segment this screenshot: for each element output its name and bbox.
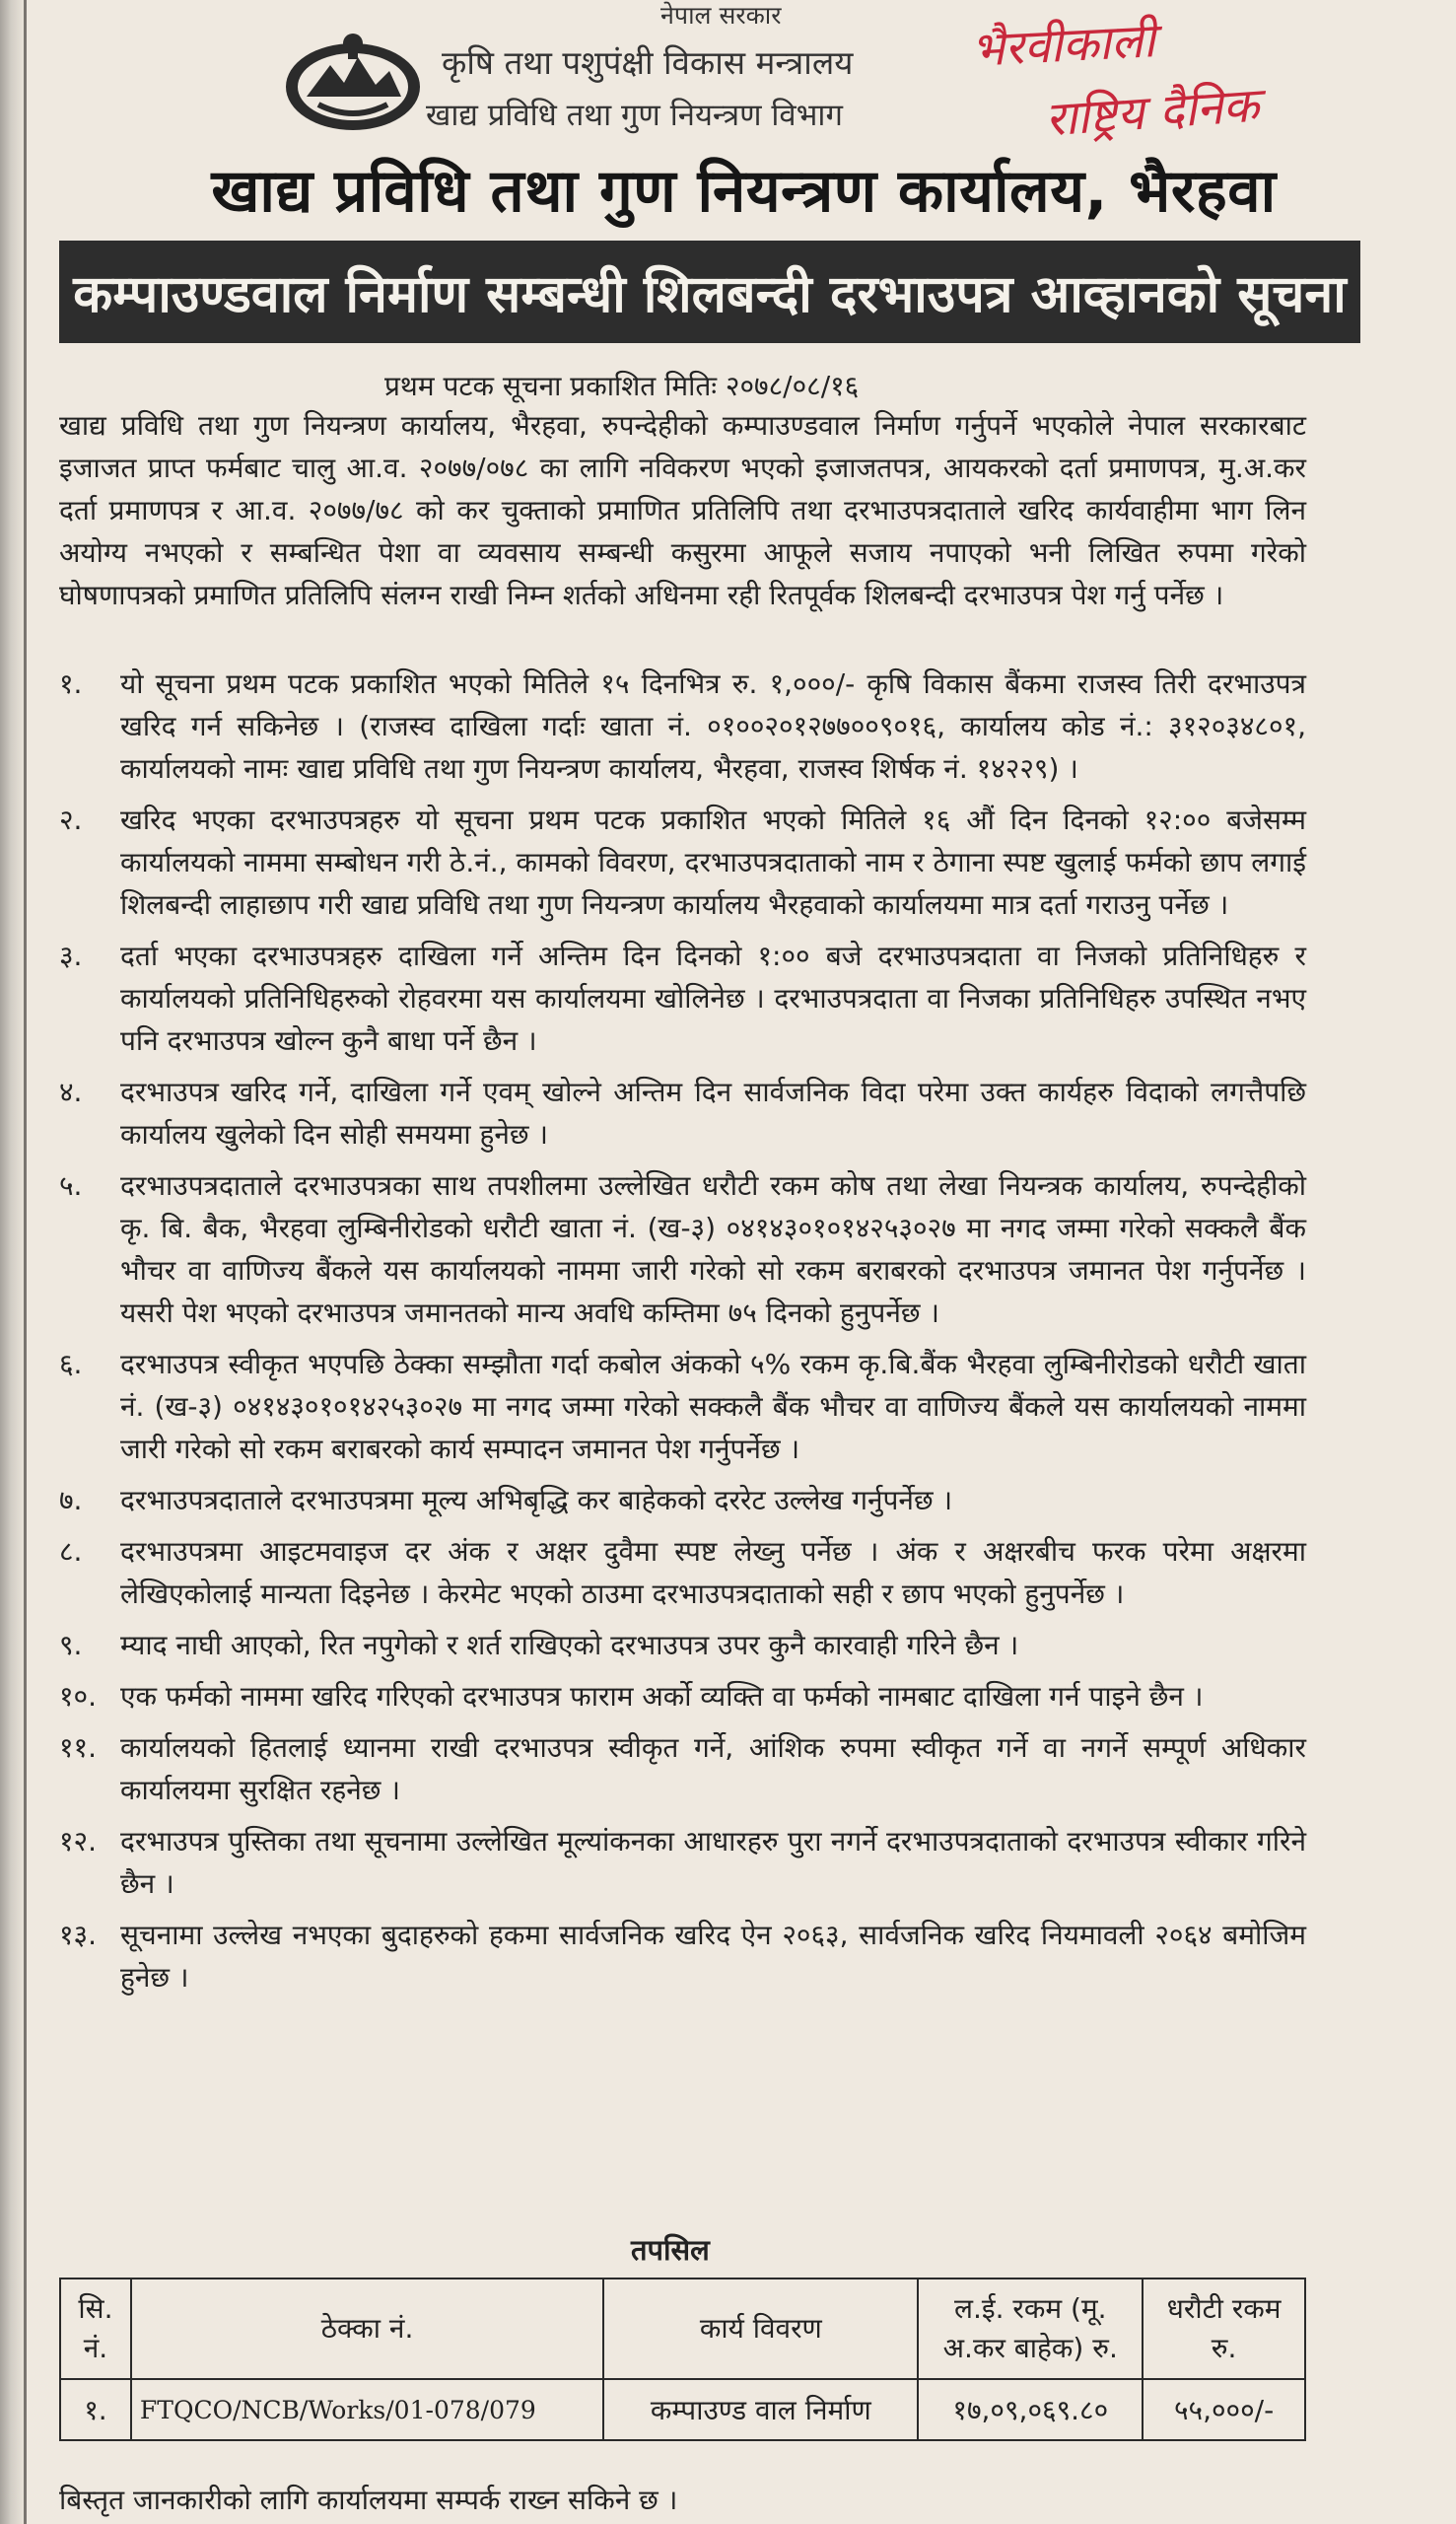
condition-item [59, 799, 1306, 926]
cell-work-description: कम्पाउण्ड वाल निर्माण [603, 2379, 918, 2440]
notice-title: कम्पाउण्डवाल निर्माण सम्बन्धी शिलबन्दी दरभाउपत्र आव्हानको सूचना [73, 264, 1347, 324]
condition-text: दरभाउपत्रमा आइटमवाइज दर अंक र अक्षर दुवैमा स्पष्ट लेख्नु पर्नेछ । अंक र अक्षरबीच फरक परेमा अक्षरमा लेखिएकोलाई मान्यता दिइनेछ । केरमेट भएको ठाउमा दरभाउपत्रदाताको सही र छाप भएको हुनुपर्नेछ । [120, 1535, 1306, 1610]
condition-number: १२. [59, 1825, 98, 1858]
condition-text: म्याद नाघी आएको, रित नपुगेको र शर्त राखिएको दरभाउपत्र उपर कुनै कारवाही गरिने छैन । [120, 1629, 1019, 1661]
condition-text: दरभाउपत्र खरिद गर्ने, दाखिला गर्ने एवम् खोल्ने अन्तिम दिन सार्वजनिक विदा परेमा उक्त कार्यहरु विदाको लगत्तैपछि कार्यालय खुलेको दिन सोही समयमा हुनेछ । [120, 1076, 1306, 1151]
nepal-emblem-icon [279, 28, 427, 136]
condition-text: दर्ता भएका दरभाउपत्रहरु दाखिला गर्ने अन्तिम दिन दिनको १:०० बजे दरभाउपत्रदाता वा निजको प्रतिनिधिहरु र कार्यालयको प्रतिनिधिहरुको रोहवरमा यस कार्यालयमा खोलिनेछ । दरभाउपत्रदाता वा निजका प्रतिनिधिहरु उपस्थित नभए पनि दरभाउपत्र खोल्न कुनै बाधा पर्ने छैन । [120, 940, 1306, 1057]
schedule-caption: तपसिल [631, 2233, 710, 2267]
government-label: नेपाल सरकार [660, 1, 782, 30]
column-header-contract-no: ठेक्का नं. [131, 2279, 603, 2379]
condition-item [59, 1624, 1306, 1666]
handwritten-annotation: राष्ट्रिय दैनिक [1043, 77, 1261, 148]
column-header-deposit: धरौटी रकम रु. [1143, 2279, 1305, 2379]
condition-text: दरभाउपत्रदाताले दरभाउपत्रमा मूल्य अभिबृद्धि कर बाहेकको दररेट उल्लेख गर्नुपर्नेछ । [120, 1484, 953, 1516]
cell-serial: १. [60, 2379, 131, 2440]
conditions-list [59, 663, 1306, 2007]
condition-item [59, 1071, 1306, 1156]
condition-item [59, 1343, 1306, 1470]
condition-text: एक फर्मको नाममा खरिद गरिएको दरभाउपत्र फाराम अर्को व्यक्ति वा फर्मको नामबाट दाखिला गर्न पाइने छैन । [120, 1680, 1204, 1713]
condition-number: १. [59, 667, 83, 700]
schedule-table [59, 2278, 1306, 2441]
table-row [60, 2379, 1305, 2440]
cell-cost-estimate: १७,०९,०६९.८० [918, 2379, 1143, 2440]
condition-number: ९. [59, 1629, 83, 1661]
condition-number: ३. [59, 940, 83, 972]
condition-number: ५. [59, 1169, 83, 1202]
table-header-row [60, 2279, 1305, 2379]
condition-item [59, 1726, 1306, 1811]
condition-number: ११. [59, 1731, 98, 1764]
office-title: खाद्य प्रविधि तथा गुण नियन्त्रण कार्यालय, भैरहवा [211, 157, 1277, 226]
condition-item [59, 1530, 1306, 1615]
cell-contract-no: FTQCO/NCB/Works/01-078/079 [131, 2379, 603, 2440]
condition-item [59, 1164, 1306, 1334]
column-header-cost-estimate: ल.ई. रकम (मू. अ.कर बाहेक) रु. [918, 2279, 1143, 2379]
condition-number: ६. [59, 1348, 83, 1380]
condition-text: कार्यालयको हितलाई ध्यानमा राखी दरभाउपत्र स्वीकृत गर्ने, आंशिक रुपमा स्वीकृत गर्ने वा नगर्ने सम्पूर्ण अधिकार कार्यालयमा सुरक्षित रहनेछ । [120, 1731, 1306, 1806]
column-header-serial: सि. नं. [60, 2279, 131, 2379]
ministry-name: कृषि तथा पशुपंक्षी विकास मन्त्रालय [442, 43, 854, 82]
condition-item [59, 663, 1306, 790]
condition-item [59, 935, 1306, 1062]
condition-number: १०. [59, 1680, 98, 1713]
condition-number: १३. [59, 1919, 98, 1951]
handwritten-annotation: भैरवीकाली [969, 13, 1157, 78]
condition-text: यो सूचना प्रथम पटक प्रकाशित भएको मितिले १५ दिनभित्र रु. १,०००/- कृषि विकास बैंकमा राजस्व तिरी दरभाउपत्र खरिद गर्न सकिनेछ । (राजस्व दाखिला गर्दाः खाता नं. ०१००२०१२७७००९०१६, कार्यालय कोड नं.: ३१२०३४८०१, कार्यालयको नामः खाद्य प्रविधि तथा गुण नियन्त्रण कार्यालय, भैरहवा, राजस्व शिर्षक नं. १४२२९) । [120, 667, 1306, 785]
condition-text: खरिद भएका दरभाउपत्रहरु यो सूचना प्रथम पटक प्रकाशित भएको मितिले १६ औं दिन दिनको १२:०० बजेसम्म कार्यालयको नाममा सम्बोधन गरी ठे.नं., कामको विवरण, दरभाउपत्रदाताको नाम र ठेगाना स्पष्ट खुलाई फर्मको छाप लगाई शिलबन्दी लाहाछाप गरी खाद्य प्रविधि तथा गुण नियन्त्रण कार्यालय भैरहवाको कार्यालयमा मात्र दर्ता गराउनु पर्नेछ । [120, 804, 1306, 921]
column-rule [24, 0, 27, 2524]
condition-item [59, 1675, 1306, 1718]
condition-item [59, 1914, 1306, 1998]
department-name: खाद्य प्रविधि तथा गुण नियन्त्रण विभाग [426, 98, 843, 133]
condition-text: सूचनामा उल्लेख नभएका बुदाहरुको हकमा सार्वजनिक खरिद ऐन २०६३, सार्वजनिक खरिद नियमावली २०६४ बमोजिम हुनेछ । [120, 1919, 1306, 1994]
cell-deposit: ५५,०००/- [1143, 2379, 1305, 2440]
condition-number: ७. [59, 1484, 83, 1516]
condition-text: दरभाउपत्र पुस्तिका तथा सूचनामा उल्लेखित मूल्यांकनका आधारहरु पुरा नगर्ने दरभाउपत्रदाताको दरभाउपत्र स्वीकार गरिने छैन । [120, 1825, 1306, 1900]
condition-number: ४. [59, 1076, 83, 1108]
column-header-work-description: कार्य विवरण [603, 2279, 918, 2379]
intro-paragraph: खाद्य प्रविधि तथा गुण नियन्त्रण कार्यालय, भैरहवा, रुपन्देहीको कम्पाउण्डवाल निर्माण गर्नुपर्ने भएकोले नेपाल सरकारबाट इजाजत प्राप्त फर्मबाट चालु आ.व. २०७७/०७८ का लागि नविकरण भएको इजाजतपत्र, आयकरको दर्ता प्रमाणपत्र, मु.अ.कर दर्ता प्रमाणपत्र र आ.व. २०७७/७८ को कर चुक्ताको प्रमाणित प्रतिलिपि तथा दरभाउपत्रदाताले खरिद कार्यवाहीमा भाग लिन अयोग्य नभएको र सम्बन्धित पेशा वा व्यवसाय सम्बन्धी कसुरमा आफूले सजाय नपाएको भनी लिखित रुपमा गरेको घोषणापत्रको प्रमाणित प्रतिलिपि संलग्न राखी निम्न शर्तको अधिनमा रही रितपूर्वक शिलबन्दी दरभाउपत्र पेश गर्नु पर्नेछ । [59, 409, 1306, 611]
footer-contact-note: बिस्तृत जानकारीको लागि कार्यालयमा सम्पर्क राख्न सकिने छ । [59, 2484, 678, 2516]
notice-title-banner [59, 241, 1360, 343]
scan-edge-shadow [0, 0, 26, 2524]
condition-item [59, 1820, 1306, 1905]
publish-date: प्रथम पटक सूचना प्रकाशित मितिः २०७८/०८/१६ [384, 370, 860, 402]
condition-text: दरभाउपत्र स्वीकृत भएपछि ठेक्का सम्झौता गर्दा कबोल अंकको ५% रकम कृ.बि.बैंक भैरहवा लुम्बिनीरोडको धरौटी खाता नं. (ख-३) ०४१४३०१०१४२५३०२७ मा नगद जम्मा गरेको सक्कलै बैंक भौचर वा वाणिज्य बैंकले यस कार्यालयको नाममा जारी गरेको सो रकम बराबरको कार्य सम्पादन जमानत पेश गर्नुपर्नेछ । [120, 1348, 1306, 1465]
condition-text: दरभाउपत्रदाताले दरभाउपत्रका साथ तपशीलमा उल्लेखित धरौटी रकम कोष तथा लेखा नियन्त्रक कार्यालय, रुपन्देहीको कृ. बि. बैक, भैरहवा लुम्बिनीरोडको धरौटी खाता नं. (ख-३) ०४१४३०१०१४२५३०२७ मा नगद जम्मा गरेको सक्कलै बैंक भौचर वा वाणिज्य बैंकले यस कार्यालयको नाममा जारी गरेको सो रकम बराबरको दरभाउपत्र जमानत पेश गर्नुपर्नेछ । यसरी पेश भएको दरभाउपत्र जमानतको मान्य अवधि कम्तिमा ७५ दिनको हुनुपर्नेछ । [120, 1169, 1306, 1329]
condition-number: २. [59, 804, 83, 836]
condition-item [59, 1479, 1306, 1521]
condition-number: ८. [59, 1535, 83, 1568]
